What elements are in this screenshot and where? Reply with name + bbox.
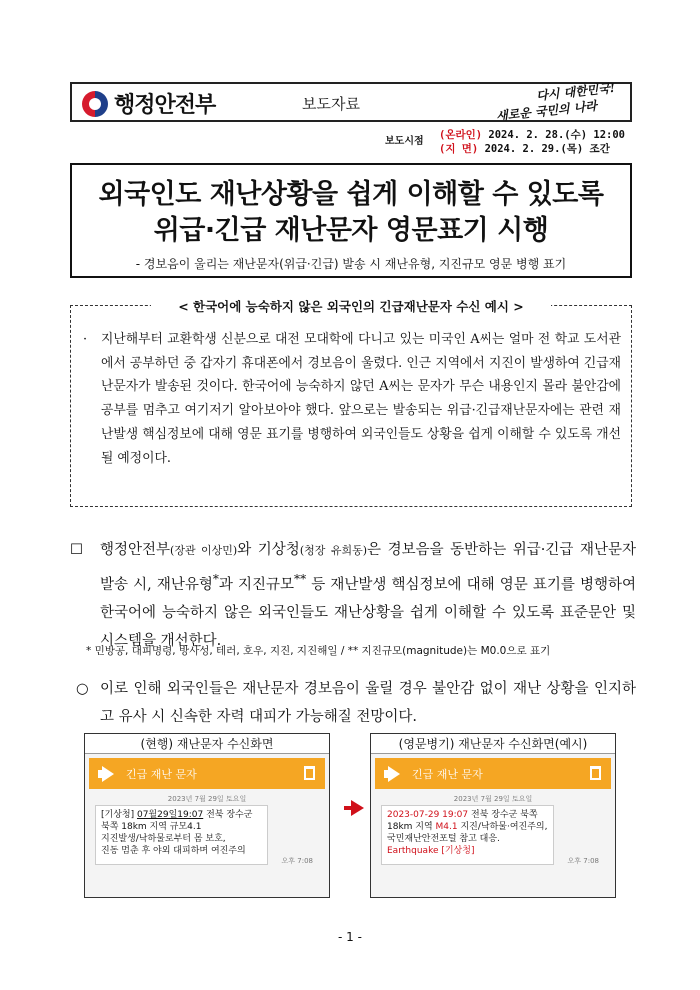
example-bullet: · xyxy=(83,332,88,347)
footnote-ref2: ** xyxy=(294,572,307,586)
message-time: 오후 7:08 xyxy=(281,857,313,865)
title-box xyxy=(70,163,632,278)
message-date: 2023년 7월 29일 토요일 xyxy=(167,795,247,803)
msg-magnitude: M4.1 xyxy=(435,822,458,832)
message-bubble xyxy=(95,805,268,865)
ministry-name: 행정안전부 xyxy=(114,93,216,118)
msg-line2-a: 18km 지역 xyxy=(387,822,436,832)
header-box xyxy=(70,82,632,122)
message-time: 오후 7:08 xyxy=(567,857,599,865)
text-part4: 과 지진규모 xyxy=(218,576,295,593)
msg-tag: [기상청] xyxy=(101,810,135,820)
msg-line1 xyxy=(101,809,262,821)
minister-note: (장관 이상민) xyxy=(170,544,238,557)
msg-line4: 진동 멈춘 후 야외 대피하며 여진주의 xyxy=(101,846,246,856)
example-body xyxy=(85,328,621,470)
release-print xyxy=(439,142,625,156)
slogan-line1: 다시 대한민국! xyxy=(535,80,616,103)
msg-datetime: 2023-07-29 19:07 xyxy=(387,810,469,820)
megaphone-icon xyxy=(384,767,402,781)
circle-bullet-icon: ○ xyxy=(76,681,89,697)
msg-time-stamp: 07월29일19:07 xyxy=(136,810,204,820)
main-paragraph-text xyxy=(100,536,636,655)
print-tag: (지 면) xyxy=(439,143,479,155)
taegeuk-emblem-icon xyxy=(82,91,108,117)
release-timing xyxy=(385,128,625,156)
online-time: 2024. 2. 28.(수) 12:00 xyxy=(488,129,625,141)
msg-line3: 국민재난안전포털 참고 대응. xyxy=(387,834,500,844)
msg-line2: 북쪽 18km 지역 규모4.1 xyxy=(101,822,202,832)
title-line2: 위급·긴급 재난문자 영문표기 시행 xyxy=(153,215,549,246)
phone-title-current: (현행) 재난문자 수신화면 xyxy=(85,734,329,754)
alert-title: 긴급 재난 문자 xyxy=(412,767,483,781)
page-number: - 1 - xyxy=(338,930,362,944)
footnote-ref1: * xyxy=(212,572,219,586)
example-text: 지난해부터 교환학생 신분으로 대전 모대학에 다니고 있는 미국인 A씨는 얼마 전 학교 도서관에서 공부하던 중 갑자기 휴대폰에서 경보음이 울렸다. 인근 지역에서 지진이 발생하여 긴급재난문자가 발송된 것이다. 한국어에 능숙하지 않던 A씨는 문자가 무슨 내용인지 몰라 불안감에 공부를 멈추고 여기저기 알아보아야 했다. 앞으로는 발송되는 위급·긴급재난문자에는 관련 재난발생 핵심정보에 대해 영문 표기를 병행하여 외국인들도 상황을 쉽게 이해할 수 있도록 개선될 예정이다. xyxy=(101,332,621,466)
alert-bar xyxy=(89,758,325,789)
msg-line1-rest: 전북 장수군 xyxy=(203,810,253,820)
msg-line3: 지진발생/낙하물로부터 몸 보호, xyxy=(101,834,226,844)
subtitle: - 경보음이 울리는 재난문자(위급·긴급) 발송 시 재난유형, 지진규모 영문 병행 표기 xyxy=(135,257,567,271)
msg-line1-rest: 전북 장수군 북쪽 xyxy=(468,810,538,820)
msg-line2 xyxy=(387,821,548,833)
text-part3: 은 경보음을 동반하는 위급·긴급 재난문자 발송 시, 재난유형 xyxy=(100,542,636,593)
alert-title: 긴급 재난 문자 xyxy=(126,767,197,781)
msg-line2-b: 지진/낙하물·여진주의, xyxy=(457,822,548,832)
megaphone-icon xyxy=(98,767,116,781)
text-part2: 와 기상청 xyxy=(237,542,300,558)
phone-screen-current xyxy=(84,733,330,898)
checkbox-mark-icon: ☐ xyxy=(70,542,83,558)
kma-note: (청장 유희동) xyxy=(299,544,367,557)
release-label: 보도시점 xyxy=(385,136,424,147)
trash-icon xyxy=(304,766,315,780)
phone-title-bilingual: (영문병기) 재난문자 수신화면(예시) xyxy=(371,734,615,754)
phone-screen-bilingual xyxy=(370,733,616,898)
second-paragraph-text: 이로 인해 외국인들은 재난문자 경보음이 울릴 경우 불안감 없이 재난 상황을 인지하고 유사 시 신속한 자력 대피가 가능해질 전망이다. xyxy=(100,681,636,725)
main-paragraph xyxy=(70,536,636,655)
online-tag: (온라인) xyxy=(439,129,483,141)
arrow-right-icon xyxy=(351,800,364,816)
title-line1: 외국인도 재난상황을 쉽게 이해할 수 있도록 xyxy=(98,179,604,210)
text-part5: 등 재난발생 핵심정보에 대해 영문 표기를 병행하여 한국어에 능숙하지 않은 외국인들도 재난상황을 쉽게 이해할 수 있도록 표준문안 및 시스템을 개선한다. xyxy=(100,576,636,649)
trash-icon xyxy=(590,766,601,780)
message-bubble xyxy=(381,805,554,865)
msg-english-type: Earthquake [기상청] xyxy=(387,846,475,856)
ministry-logo xyxy=(82,88,215,119)
message-date: 2023년 7월 29일 토요일 xyxy=(453,795,533,803)
example-heading: < 한국어에 능숙하지 않은 외국인의 긴급재난문자 수신 예시 > xyxy=(151,297,551,315)
footnote: * 민방공, 대피명령, 방사성, 테러, 호우, 지진, 지진해일 / ** 지진규모(magnitude)는 M0.0으로 표기 xyxy=(86,645,551,657)
release-online xyxy=(439,128,625,142)
alert-bar xyxy=(375,758,611,789)
slogan xyxy=(494,80,618,124)
print-time: 2024. 2. 29.(목) 조간 xyxy=(484,143,610,155)
second-paragraph xyxy=(70,675,636,731)
msg-line1 xyxy=(387,809,548,821)
doc-type-label: 보도자료 xyxy=(302,95,360,113)
slogan-line2: 새로운 국민의 나라 xyxy=(495,98,598,124)
ministry-mention: 행정안전부 xyxy=(100,542,171,558)
example-box xyxy=(70,299,632,507)
